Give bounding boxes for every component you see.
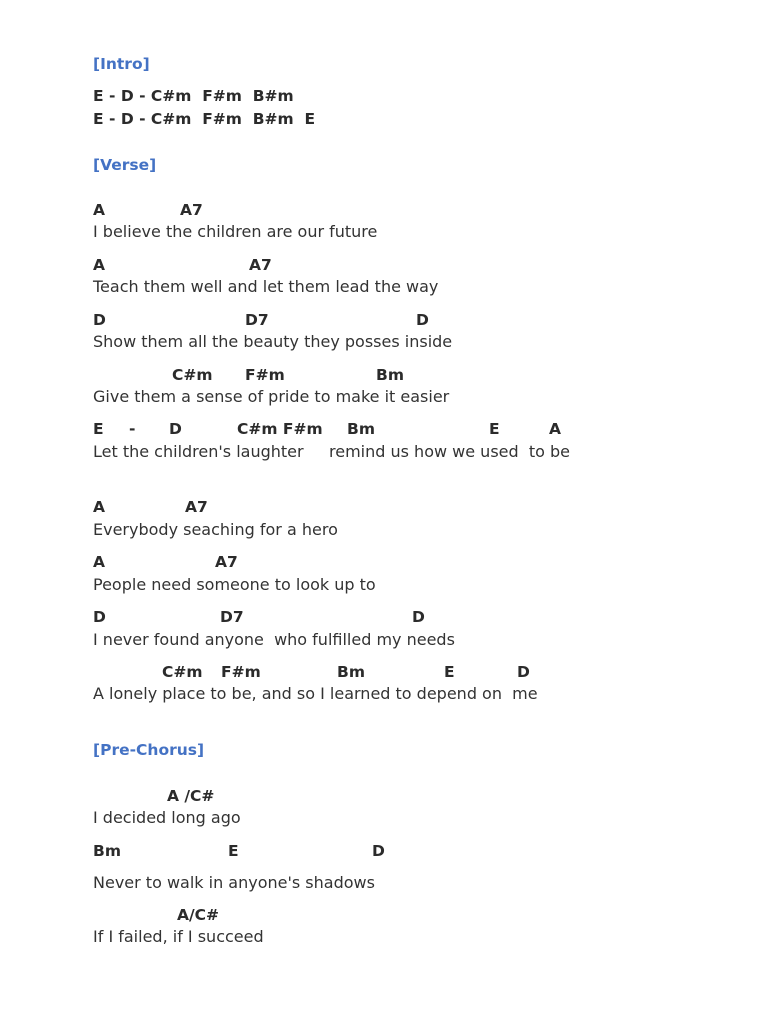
chord: E <box>93 420 104 438</box>
chord: A7 <box>249 256 272 274</box>
chord: A <box>93 256 105 274</box>
intro-chord-line-2: E - D - C#m F#m B#m E <box>93 110 316 128</box>
chord: Bm <box>347 420 375 438</box>
chord: C#m <box>162 663 203 681</box>
chord: A <box>93 553 105 571</box>
chord: E <box>228 842 239 860</box>
chord: - <box>129 420 136 438</box>
chord: F#m <box>245 366 285 384</box>
intro-chord-line-1: E - D - C#m F#m B#m <box>93 87 294 105</box>
chord: A/C# <box>177 906 220 924</box>
chord: Bm <box>337 663 365 681</box>
chord: A7 <box>185 498 208 516</box>
lyric-line: Show them all the beauty they posses inside <box>93 332 453 351</box>
chord: Bm <box>93 842 121 860</box>
chord: C#m F#m <box>237 420 323 438</box>
lyric-line: Teach them well and let them lead the way <box>93 277 439 296</box>
chord: A /C# <box>167 787 215 805</box>
chord: A <box>93 498 105 516</box>
lyric-line: Never to walk in anyone's shadows <box>93 873 375 892</box>
chord: D <box>416 311 429 329</box>
lyric-line: Give them a sense of pride to make it easier <box>93 387 450 406</box>
chord: D <box>169 420 182 438</box>
chord: D <box>93 311 106 329</box>
lyric-line: A lonely place to be, and so I learned to depend on me <box>93 684 538 703</box>
chord: D <box>517 663 530 681</box>
lyric-line: I believe the children are our future <box>93 222 378 241</box>
chord: A <box>93 201 105 219</box>
section-heading-intro: [Intro] <box>93 55 150 73</box>
chord: E <box>489 420 500 438</box>
lyric-line: I decided long ago <box>93 808 241 827</box>
chord: A7 <box>215 553 238 571</box>
chord: Bm <box>376 366 404 384</box>
chord: D <box>372 842 385 860</box>
lyric-line: Let the children's laughter remind us how we used to be <box>93 442 570 461</box>
chord: D7 <box>220 608 244 626</box>
lyric-line: I never found anyone who fulfilled my needs <box>93 630 455 649</box>
chord: F#m <box>221 663 261 681</box>
section-heading-verse: [Verse] <box>93 156 157 174</box>
lyric-line: If I failed, if I succeed <box>93 927 264 946</box>
chord: C#m <box>172 366 213 384</box>
chord: D <box>412 608 425 626</box>
chord: A7 <box>180 201 203 219</box>
chord: E <box>444 663 455 681</box>
lyric-line: People need someone to look up to <box>93 575 376 594</box>
chord: D <box>93 608 106 626</box>
chord: D7 <box>245 311 269 329</box>
lyric-line: Everybody seaching for a hero <box>93 520 338 539</box>
section-heading-pre-chorus: [Pre-Chorus] <box>93 741 205 759</box>
chord: A <box>549 420 561 438</box>
